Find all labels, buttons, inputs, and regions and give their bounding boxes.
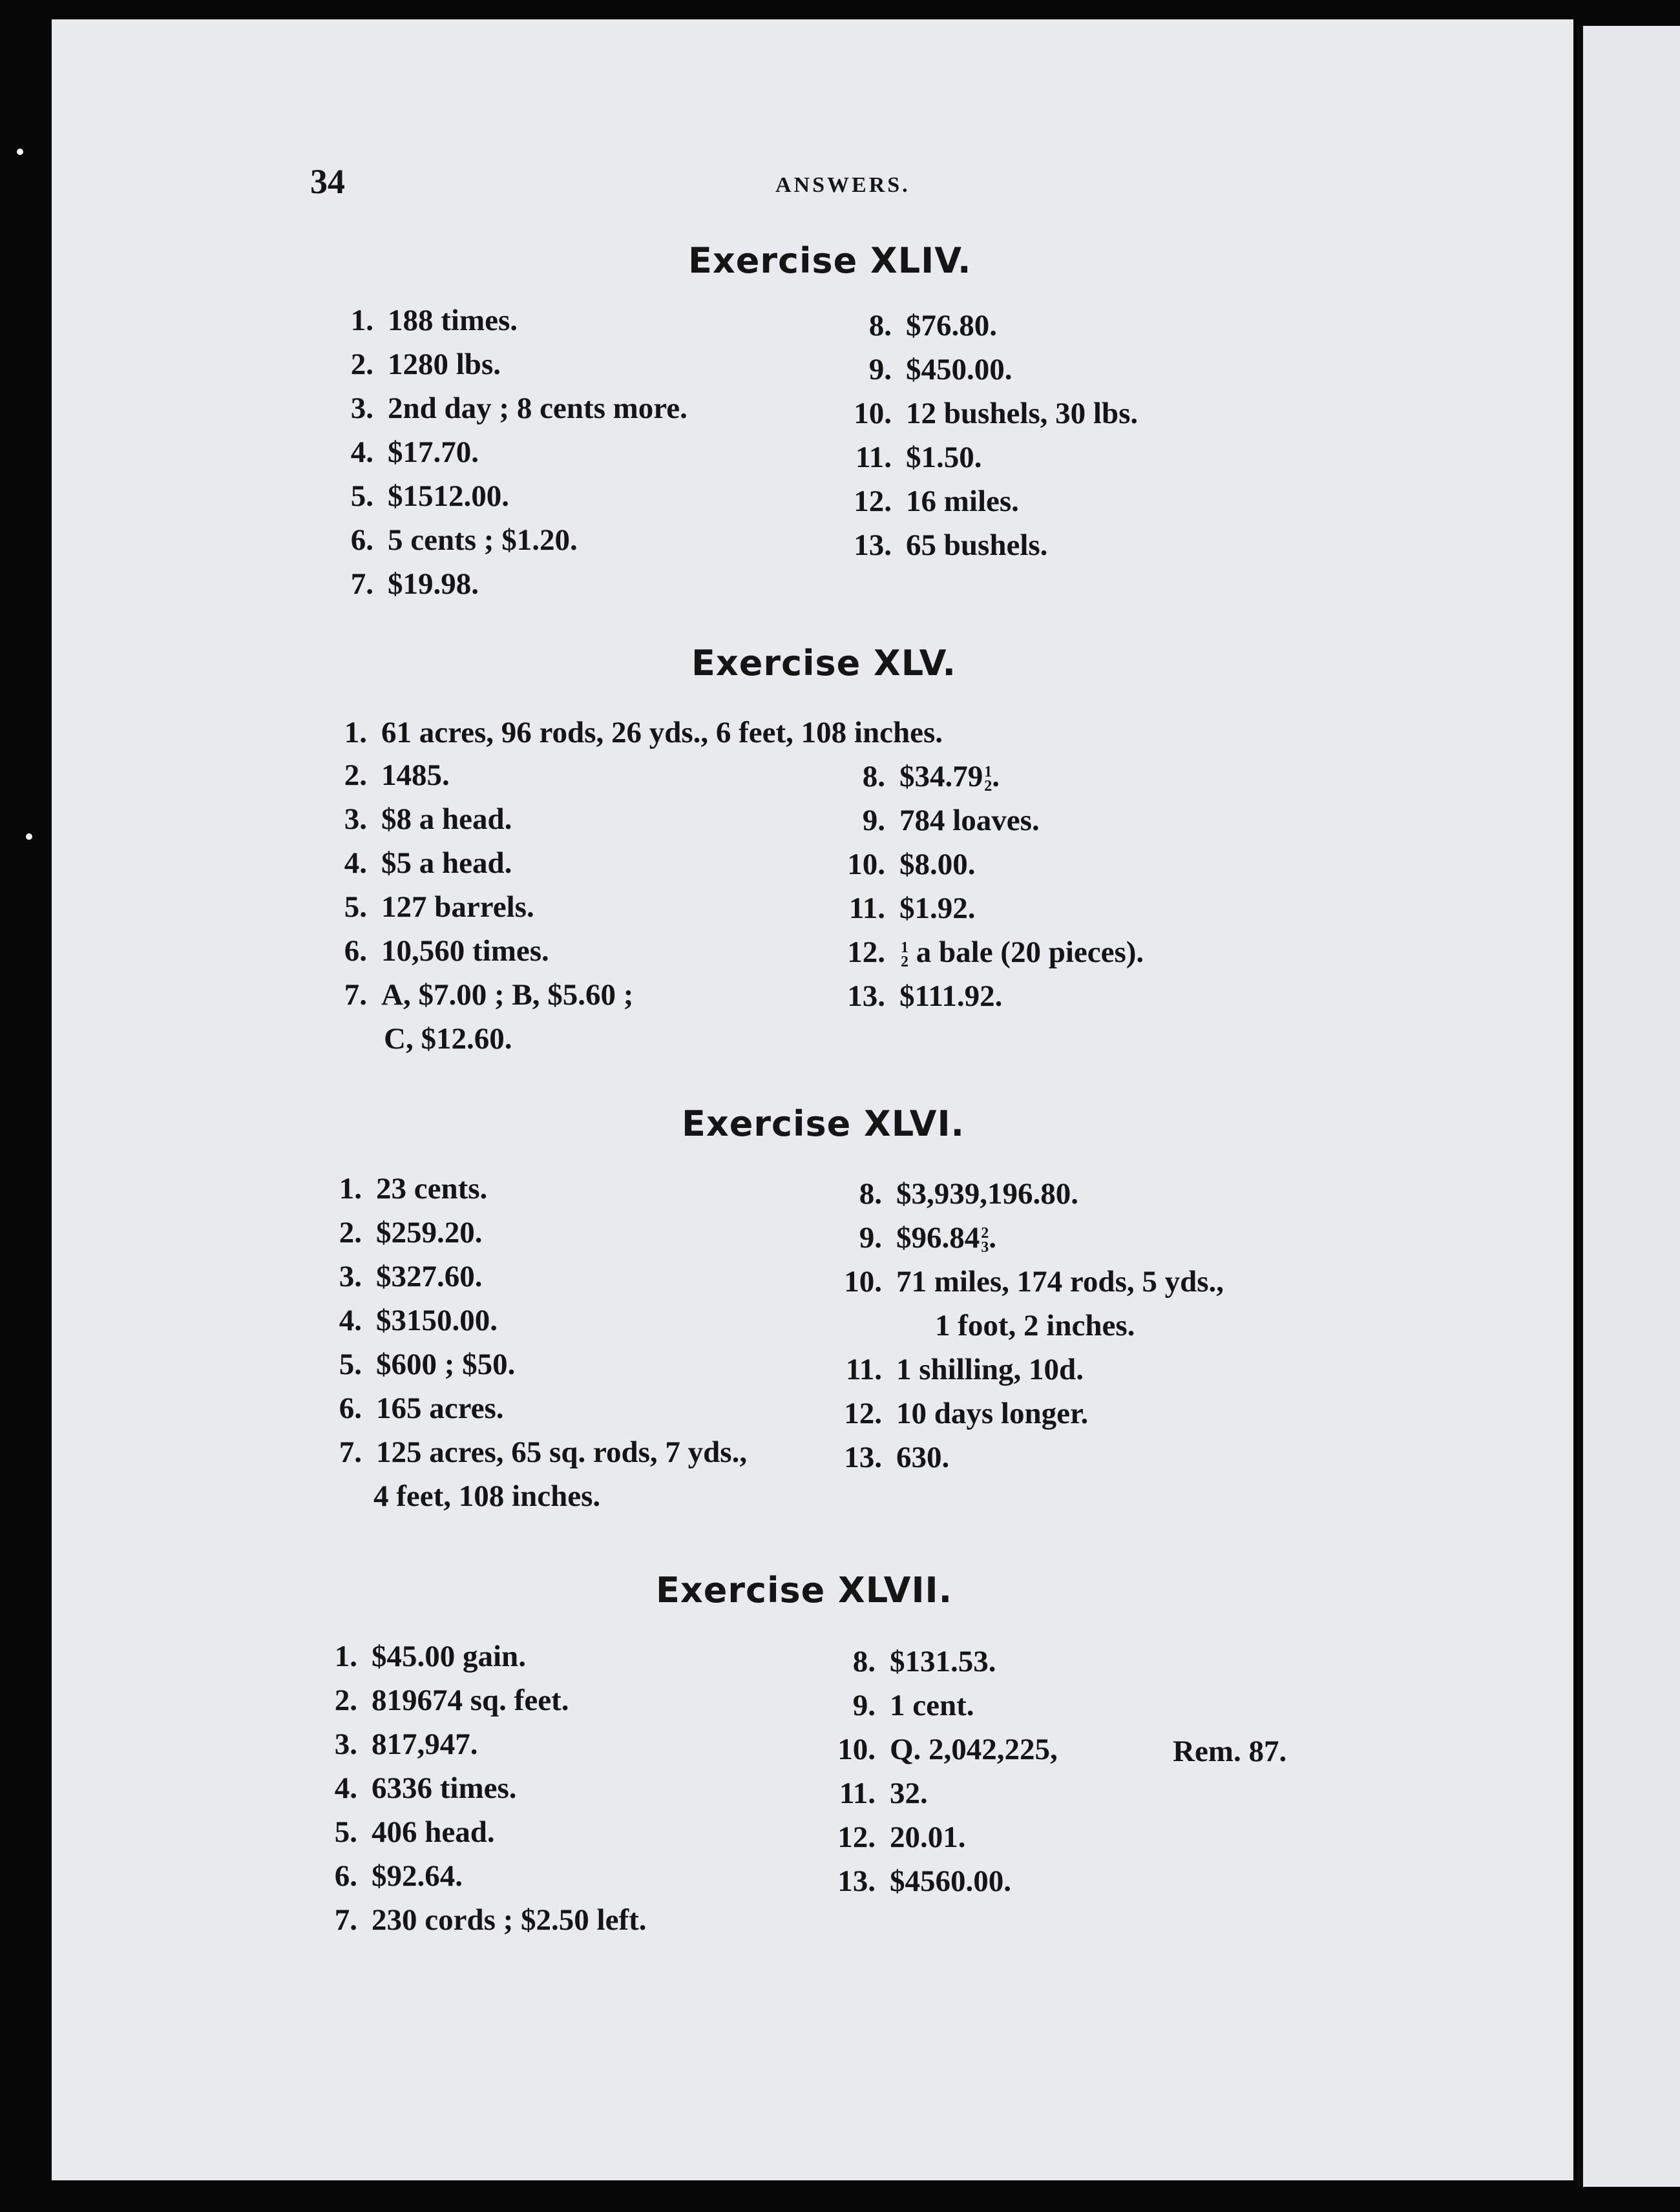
answer-line: 7. A, $7.00 ; B, $5.60 ; xyxy=(344,978,634,1012)
remainder-note: Rem. 87. xyxy=(1173,1735,1287,1768)
answer-line: 13. 65 bushels. xyxy=(854,528,1048,562)
answer-line-full-width: 1. 61 acres, 96 rods, 26 yds., 6 feet, 108 inches. xyxy=(344,716,943,749)
exercise-heading: Exercise XLIV. xyxy=(688,240,972,281)
answer-line: 10. Q. 2,042,225, xyxy=(837,1733,1058,1766)
answer-continuation: C, $12.60. xyxy=(384,1022,512,1056)
answer-line: 10. 12 bushels, 30 lbs. xyxy=(854,397,1139,430)
answer-line: 2. 1280 lbs. xyxy=(350,348,501,381)
answer-line: 10. 71 miles, 174 rods, 5 yds., xyxy=(844,1265,1224,1299)
answer-line: 10. $8.00. xyxy=(847,848,976,881)
answer-line: 2. 819674 sq. feet. xyxy=(334,1684,569,1717)
answer-line: 11. 32. xyxy=(839,1777,928,1810)
answer-line: 7. 230 cords ; $2.50 left. xyxy=(334,1903,647,1937)
answer-line: 12. 20.01. xyxy=(837,1821,966,1854)
answer-line: 4. $5 a head. xyxy=(344,846,512,880)
answers-right-column xyxy=(834,755,1144,1018)
answer-line: 3. $327.60. xyxy=(339,1260,483,1293)
answer-line: 1. $45.00 gain. xyxy=(334,1640,526,1673)
answer-line: 8. $34.79 1 2 . xyxy=(862,760,1000,795)
answer-line: 12. 1 2 a bale (20 pieces). xyxy=(847,935,1144,971)
answers-right-column xyxy=(830,1172,1224,1479)
answer-line: 9. 1 cent. xyxy=(852,1689,974,1722)
answer-line: 9. 784 loaves. xyxy=(862,804,1040,837)
exercise-heading: Exercise XLVII. xyxy=(656,1570,953,1611)
answer-line: 11. $1.50. xyxy=(855,441,982,474)
answer-line: 5. $1512.00. xyxy=(350,479,509,513)
answers-left-column xyxy=(326,1634,647,1942)
answer-line: 5. 406 head. xyxy=(334,1815,495,1849)
answer-continuation: 4 feet, 108 inches. xyxy=(373,1479,601,1513)
answers-left-column xyxy=(342,298,688,606)
answer-line: 5. $600 ; $50. xyxy=(339,1348,516,1381)
answer-line: 6. 165 acres. xyxy=(339,1392,504,1425)
answer-line: 13. $111.92. xyxy=(847,979,1003,1013)
answer-line: 7. $19.98. xyxy=(350,567,479,601)
answer-line: 6. $92.64. xyxy=(334,1859,463,1893)
answer-line: 8. $76.80. xyxy=(868,309,997,342)
answer-line: 3. 817,947. xyxy=(334,1727,478,1761)
answer-continuation: 1 foot, 2 inches. xyxy=(935,1309,1135,1342)
fraction: 1 2 xyxy=(984,764,992,795)
scan-speck xyxy=(17,149,23,155)
answer-line: 7. 125 acres, 65 sq. rods, 7 yds., xyxy=(339,1435,748,1469)
exercise-heading: Exercise XLVI. xyxy=(682,1103,965,1144)
answer-line: 5. 127 barrels. xyxy=(344,890,534,924)
answer-line: 12. 10 days longer. xyxy=(844,1397,1089,1430)
answer-line: 4. $17.70. xyxy=(350,435,479,469)
answer-line: 2. 1485. xyxy=(344,758,450,792)
answers-right-column xyxy=(840,304,1138,567)
answer-line: 13. $4560.00. xyxy=(837,1864,1011,1898)
answers-right-column xyxy=(824,1640,1058,1903)
exercise-heading: Exercise XLV. xyxy=(691,643,957,683)
answer-line: 13. 630. xyxy=(844,1441,950,1474)
answer-line: 12. 16 miles. xyxy=(854,485,1019,518)
fraction: 2 3 xyxy=(981,1225,989,1257)
scan-speck xyxy=(26,833,32,840)
answer-line: 1. 188 times. xyxy=(350,304,518,337)
facing-page-edge xyxy=(1577,26,1680,2187)
answer-line: 3. $8 a head. xyxy=(344,802,512,836)
fraction: 1 2 xyxy=(901,939,908,971)
answer-line: 6. 5 cents ; $1.20. xyxy=(350,523,578,557)
answer-line: 11. $1.92. xyxy=(848,892,976,925)
answer-line: 3. 2nd day ; 8 cents more. xyxy=(350,391,688,425)
answer-line: 9. $450.00. xyxy=(868,353,1013,386)
answers-left-column xyxy=(336,753,633,1061)
answer-line: 8. $3,939,196.80. xyxy=(859,1177,1078,1211)
answer-line: 1. 23 cents. xyxy=(339,1172,488,1205)
answer-line: 4. 6336 times. xyxy=(334,1771,517,1805)
answer-line: 11. 1 shilling, 10d. xyxy=(845,1353,1084,1386)
answer-line: 4. $3150.00. xyxy=(339,1304,498,1337)
answer-line: 8. $131.53. xyxy=(852,1645,996,1678)
book-page xyxy=(52,19,1573,2180)
answer-line: 6. 10,560 times. xyxy=(344,934,549,968)
running-head: ANSWERS. xyxy=(775,173,910,197)
page-number: 34 xyxy=(310,162,345,201)
answer-line: 9. $96.84 2 3 . xyxy=(859,1221,996,1257)
answer-line: 2. $259.20. xyxy=(339,1216,483,1249)
answers-left-column xyxy=(331,1167,747,1518)
